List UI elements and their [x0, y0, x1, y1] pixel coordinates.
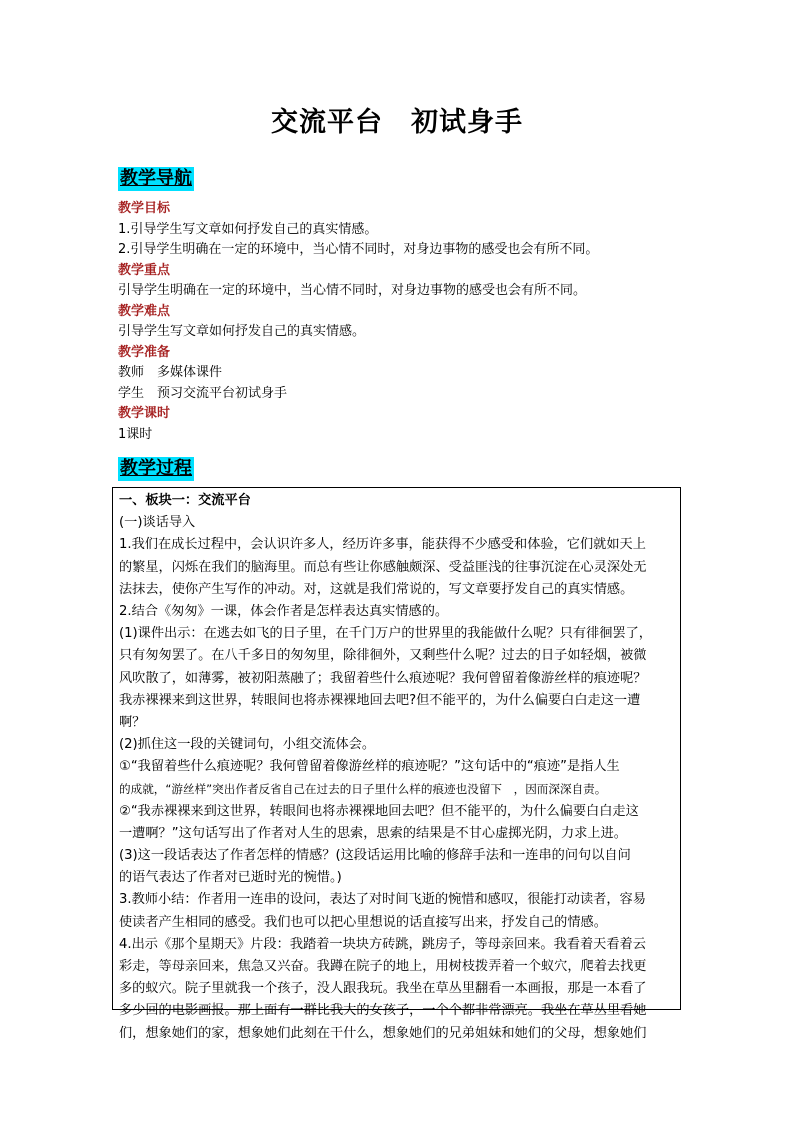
process-line: (一)谈话导入: [119, 515, 196, 531]
guide-label: 教学准备: [118, 344, 171, 360]
process-line: 风吹散了，如薄雾，被初阳蒸融了；我留着些什么痕迹呢？我何曾留着像游丝样的痕迹呢？: [119, 670, 647, 686]
process-line: 多的蚁穴。院子里就我一个孩子，没人跟我玩。我坐在草丛里翻看一本画报，那是一本看了: [119, 981, 647, 997]
process-heading: 一、板块一：交流平台: [119, 493, 251, 508]
teaching-guide: [118, 199, 688, 445]
guide-label: 教学目标: [118, 201, 171, 216]
process-line: 多少回的电影画报。那上面有一群比我大的女孩子，一个个都非常漂亮。我坐在草丛里看她: [119, 1003, 647, 1019]
teaching-process-box: [112, 487, 681, 1041]
process-line: 的繁星，闪烁在我们的脑海里。而总有些让你感触颇深、受益匪浅的往事沉淀在心灵深处无: [119, 559, 647, 575]
section-heading-teaching-process: 教学过程: [120, 458, 192, 479]
process-line: ①“我留着些什么痕迹呢？我何曾留着像游丝样的痕迹呢？”这句话中的“痕迹”是指人生: [119, 759, 620, 775]
process-line: (2)抓住这一段的关键词句，小组交流体会。: [119, 737, 376, 753]
guide-label: 教学重点: [118, 262, 171, 278]
process-line: 只有匆匆罢了。在八千多日的匆匆里，除徘徊外，又剩些什么呢？过去的日子如轻烟，被微: [119, 648, 647, 664]
guide-label: 教学课时: [118, 406, 171, 421]
process-line: 一遭啊？”这句话写出了作者对人生的思索，思索的结果是不甘心虚掷光阴，力求上进。: [119, 825, 627, 841]
process-line: 啊？: [119, 714, 146, 730]
process-line: 的语气表达了作者对已逝时光的惋惜。): [119, 870, 342, 886]
process-line: 的成就，“游丝样”突出作者反省自己在过去的日子里什么样的痕迹也没留下 ，因而深深自责。: [119, 782, 607, 797]
page-title: 交流平台 初试身手: [271, 107, 523, 138]
process-line: (3)这一段话表达了作者怎样的情感？(这段话运用比喻的修辞手法和一连串的问句以自问: [119, 848, 631, 863]
process-line: 使读者产生相同的感受。我们也可以把心里想说的话直接写出来，抒发自己的情感。: [119, 914, 607, 930]
section-heading-teaching-guide: 教学导航: [120, 168, 192, 189]
guide-line: 1.引导学生写文章如何抒发自己的真实情感。: [118, 221, 378, 237]
guide-line: 引导学生写文章如何抒发自己的真实情感。: [118, 324, 366, 339]
guide-label: 教学难点: [118, 303, 171, 319]
process-line: 1.我们在成长过程中，会认识许多人，经历许多事，能获得不少感受和体验，它们就如天上: [119, 537, 646, 553]
process-line: 4.出示《那个星期天》片段：我踏着一块块方砖跳，跳房子，等母亲回来。我看着天看着云: [119, 936, 646, 952]
process-line: 们，想象她们的家，想象她们此刻在干什么，想象她们的兄弟姐妹和她们的父母，想象她们: [119, 1025, 647, 1041]
guide-line: 教师 多媒体课件: [118, 365, 223, 380]
process-line: ②“我赤裸裸来到这世界，转眼间也将赤裸裸地回去吧？但不能平的，为什么偏要白白走这: [119, 803, 639, 819]
process-line: 彩走，等母亲回来，焦急又兴奋。我蹲在院子的地上，用树枝拨弄着一个蚁穴，爬着去找更: [119, 958, 647, 974]
guide-line: 1课时: [118, 426, 153, 442]
guide-line: 2.引导学生明确在一定的环境中，当心情不同时，对身边事物的感受也会有所不同。: [118, 242, 599, 257]
guide-line: 引导学生明确在一定的环境中，当心情不同时，对身边事物的感受也会有所不同。: [118, 283, 587, 298]
process-line: 3.教师小结：作者用一连串的设问，表达了对时间飞逝的惋惜和感叹，很能打动读者，容易: [119, 892, 646, 908]
process-line: 法抹去，使你产生写作的冲动。对，这就是我们常说的，写文章要抒发自己的真实情感。: [119, 581, 634, 597]
process-line: 我赤裸裸来到这世界，转眼间也将赤裸裸地回去吧?但不能平的，为什么偏要白白走这一遭: [119, 692, 641, 708]
guide-line: 学生 预习交流平台初试身手: [118, 385, 288, 401]
process-line: (1)课件出示：在逃去如飞的日子里，在千门万户的世界里的我能做什么呢？只有徘徊罢了，: [119, 626, 652, 642]
process-line: 2.结合《匆匆》一课，体会作者是怎样表达真实情感的。: [119, 603, 449, 619]
teaching-process-content: [113, 488, 680, 1045]
